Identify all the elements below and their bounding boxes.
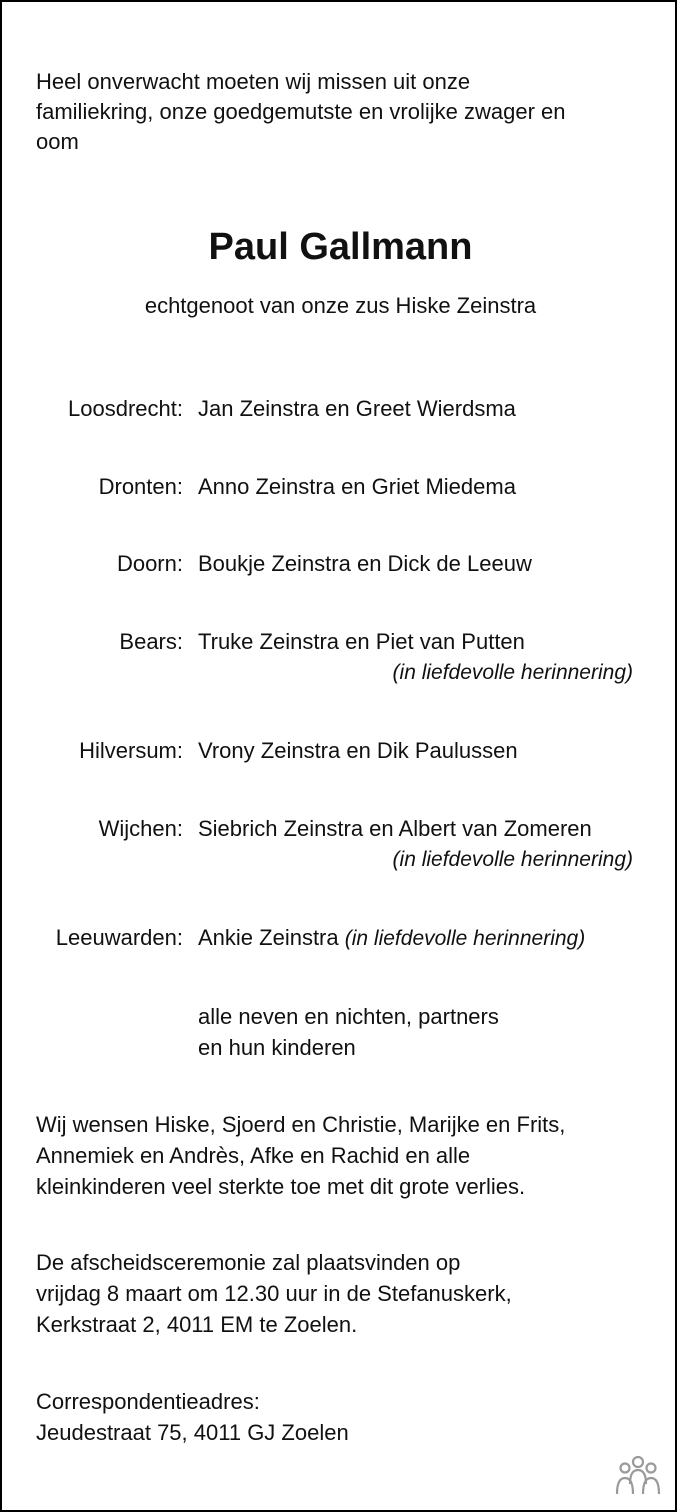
correspondence-line: Correspondentieadres:: [36, 1389, 260, 1414]
deceased-name: Paul Gallmann: [208, 226, 473, 268]
ceremony-line: Kerkstraat 2, 4011 EM te Zoelen.: [36, 1312, 358, 1337]
correspondence-line: Jeudestraat 75, 4011 GJ Zoelen: [36, 1420, 349, 1445]
family-place: Loosdrecht:: [68, 396, 183, 421]
family-place: Doorn:: [116, 551, 183, 576]
ceremony-line: vrijdag 8 maart om 12.30 uur in de Stefanuskerk,: [36, 1281, 512, 1306]
family-names: Boukje Zeinstra en Dick de Leeuw: [198, 551, 532, 576]
wishes-line: Annemiek en Andrès, Afke en Rachid en alle: [36, 1143, 471, 1168]
family-names: Jan Zeinstra en Greet Wierdsma: [198, 396, 516, 421]
intro-line: oom: [36, 129, 79, 154]
family-place: Bears:: [119, 629, 183, 654]
memory-note: (in liefdevolle herinnering): [392, 848, 633, 871]
correspondence-text: [36, 1386, 656, 1448]
family-names-text: Ankie Zeinstra: [198, 925, 339, 950]
family-names: Siebrich Zeinstra en Albert van Zomeren: [198, 816, 592, 841]
family-names: Anno Zeinstra en Griet Miedema: [198, 474, 516, 499]
people-group-icon: [613, 1454, 663, 1498]
memory-note: (in liefdevolle herinnering): [392, 661, 633, 684]
subtitle: echtgenoot van onze zus Hiske Zeinstra: [144, 293, 537, 318]
family-place: Hilversum:: [79, 738, 183, 763]
family-place: Dronten:: [98, 474, 183, 499]
family-names: Vrony Zeinstra en Dik Paulussen: [198, 738, 518, 763]
family-place: Wijchen:: [98, 816, 183, 841]
intro-line: familiekring, onze goedgemutste en vrolijke zwager en: [36, 99, 566, 124]
intro-text: [36, 67, 656, 157]
intro-line: Heel onverwacht moeten wij missen uit onze: [36, 69, 471, 94]
family-names: [198, 925, 585, 951]
others-line: alle neven en nichten, partners: [198, 1004, 499, 1029]
memory-note: (in liefdevolle herinnering): [344, 927, 586, 950]
family-names: Truke Zeinstra en Piet van Putten: [198, 629, 525, 654]
others-text: [198, 1001, 499, 1063]
others-line: en hun kinderen: [198, 1035, 356, 1060]
ceremony-line: De afscheidsceremonie zal plaatsvinden op: [36, 1250, 461, 1275]
wishes-line: kleinkinderen veel sterkte toe met dit grote verlies.: [36, 1174, 526, 1199]
ceremony-text: [36, 1247, 656, 1340]
family-place: Leeuwarden:: [55, 925, 183, 950]
wishes-line: Wij wensen Hiske, Sjoerd en Christie, Marijke en Frits,: [36, 1112, 566, 1137]
wishes-text: [36, 1109, 656, 1202]
